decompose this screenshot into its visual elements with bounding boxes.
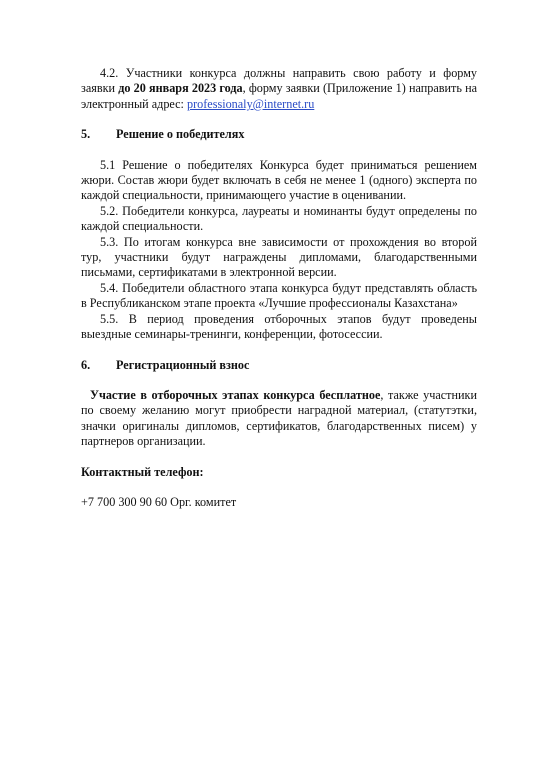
contact-label: Контактный телефон: <box>81 464 204 479</box>
section-6-number: 6. <box>81 357 91 372</box>
paragraph-6 <box>81 388 477 450</box>
paragraph-5-5: 5.5. В период проведения отборочных этапов будут проведены выездные семинары-тренинги, конференции, фотосессии. <box>81 311 477 342</box>
section-5-heading <box>81 127 477 142</box>
spacer <box>81 480 477 495</box>
spacer <box>81 343 477 358</box>
spacer <box>81 143 477 158</box>
contact-phone: +7 700 300 90 60 Орг. комитет <box>81 494 237 509</box>
paragraph-5-2: 5.2. Победители конкурса, лауреаты и номинанты будут определены по каждой специальности. <box>81 203 477 234</box>
paragraph-4-2-text-a: 4.2. Участники конкурса должны направить свою работу и форму заявки <box>81 66 477 96</box>
paragraph-6-rest: , также участники по своему желанию могут приобрести наградной материал, (статутэтки, значки оригиналы дипломов, сертификатов, благодарственных писем) у партнеров организации. <box>81 387 477 449</box>
spacer <box>81 450 477 465</box>
paragraph-4-2-text-b: , форму заявки (Приложение 1) направить на электронный адрес: <box>81 81 478 111</box>
section-5-number: 5. <box>81 127 91 142</box>
email-link[interactable]: professionaly@internet.ru <box>187 96 315 111</box>
paragraph-5-3: 5.3. По итогам конкурса вне зависимости от прохождения во второй тур, участники будут награждены дипломами, благодарственными письмами, сертификатами в электронной версии. <box>81 234 477 280</box>
free-participation-text: Участие в отборочных этапах конкурса бесплатное <box>90 387 381 402</box>
section-6-title: Регистрационный взнос <box>116 357 250 372</box>
section-5-title: Решение о победителях <box>116 127 245 142</box>
spacer <box>81 112 477 127</box>
paragraph-5-1: 5.1 Решение о победителях Конкурса будет приниматься решением жюри. Состав жюри будет включать в себя не менее 1 (одного) эксперта по каждой специальности, принимающего участие в оценивании. <box>81 157 477 203</box>
section-6-heading <box>81 358 477 373</box>
document-content <box>81 66 477 510</box>
paragraph-5-4: 5.4. Победители областного этапа конкурса будут представлять область в Республиканском этапе проекта «Лучшие профессионалы Казахстана» <box>81 280 477 311</box>
spacer <box>81 373 477 388</box>
paragraph-4-2 <box>81 66 477 112</box>
deadline-date: до 20 января 2023 года <box>118 81 243 96</box>
